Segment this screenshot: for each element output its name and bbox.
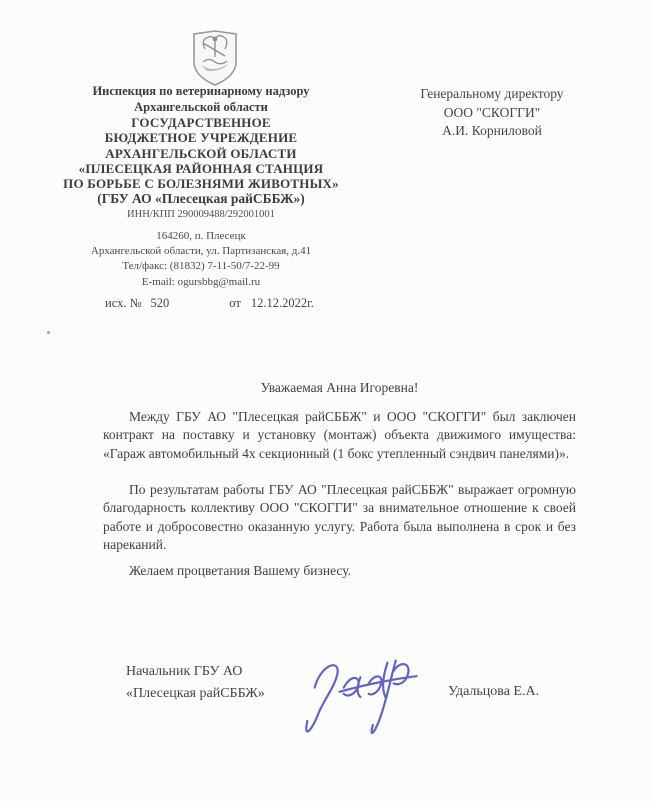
sender-block xyxy=(25,84,377,222)
salutation: Уважаемая Анна Игоревна! xyxy=(260,380,419,395)
addressee-person: А.И. Корниловой xyxy=(442,123,542,138)
sender-dept-line: Архангельской области xyxy=(134,99,268,114)
sender-org-line: «ПЛЕСЕЦКАЯ РАЙОННАЯ СТАНЦИЯ xyxy=(78,160,324,176)
sender-email-line: E-mail: ogursbbg@mail.ru xyxy=(141,275,261,288)
signer-position-line: «Плесецкая райСББЖ» xyxy=(126,686,265,701)
body-paragraph-2: По результатам работы ГБУ АО "Плесецкая райСББЖ" выражает огромную благодарность коллективу ООО "СКОГГИ" за внимательное отношение к своей работе и добросовестно оказанную услугу. Работа была выполнена в срок и без нареканий. xyxy=(103,482,576,552)
sender-address-line: Архангельской области, ул. Партизанская, д.41 xyxy=(90,245,312,258)
scan-speck xyxy=(47,331,50,334)
signature-stroke xyxy=(306,661,416,734)
addressee-company: ООО "СКОГГИ" xyxy=(443,104,541,120)
sender-org-line: АРХАНГЕЛЬСКОЙ ОБЛАСТИ xyxy=(105,145,297,161)
outgoing-date-value: 12.12.2022г. xyxy=(250,296,314,310)
addressee-block xyxy=(398,85,586,141)
closing-line: Желаем процветания Вашему бизнесу. xyxy=(129,563,351,578)
sender-org-line: БЮДЖЕТНОЕ УЧРЕЖДЕНИЕ xyxy=(104,130,298,146)
sender-address-line: Тел/факс: (81832) 7-11-50/7-22-99 xyxy=(122,260,280,273)
body-paragraph-1: Между ГБУ АО "Плесецкая райСББЖ" и ООО "СКОГГИ" был заключен контракт на поставку и установку (монтаж) объекта движимого имущества: «Гараж автомобильный 4х секционный (1 бокс утепленный сэндвич панелями)». xyxy=(103,409,576,461)
outgoing-reference-line xyxy=(105,296,314,311)
signer-name: Удальцова Е.А. xyxy=(448,684,540,699)
sender-address-line: 164260, п. Плесецк xyxy=(156,230,246,242)
sender-org-line: ГОСУДАРСТВЕННОЕ xyxy=(131,115,271,130)
outgoing-number-label: исх. № xyxy=(105,296,142,310)
sender-inn-kpp: ИНН/КПП 290009488/292001001 xyxy=(127,208,275,220)
sender-address-block xyxy=(25,229,377,290)
signer-position-line: Начальник ГБУ АО xyxy=(126,664,243,679)
signer-position-block xyxy=(126,661,265,705)
sender-org-line: ПО БОРЬБЕ С БОЛЕЗНЯМИ ЖИВОТНЫХ» xyxy=(63,176,339,192)
addressee-title: Генеральному директору xyxy=(420,86,564,101)
sender-org-short-name: (ГБУ АО «Плесецкая райСББЖ») xyxy=(97,191,305,207)
handwritten-signature xyxy=(298,650,428,746)
outgoing-number-value: 520 xyxy=(150,296,170,310)
sender-dept-line: Инспекция по ветеринарному надзору xyxy=(92,84,310,98)
outgoing-date-label: от xyxy=(229,296,241,310)
coat-of-arms-icon xyxy=(191,29,239,87)
